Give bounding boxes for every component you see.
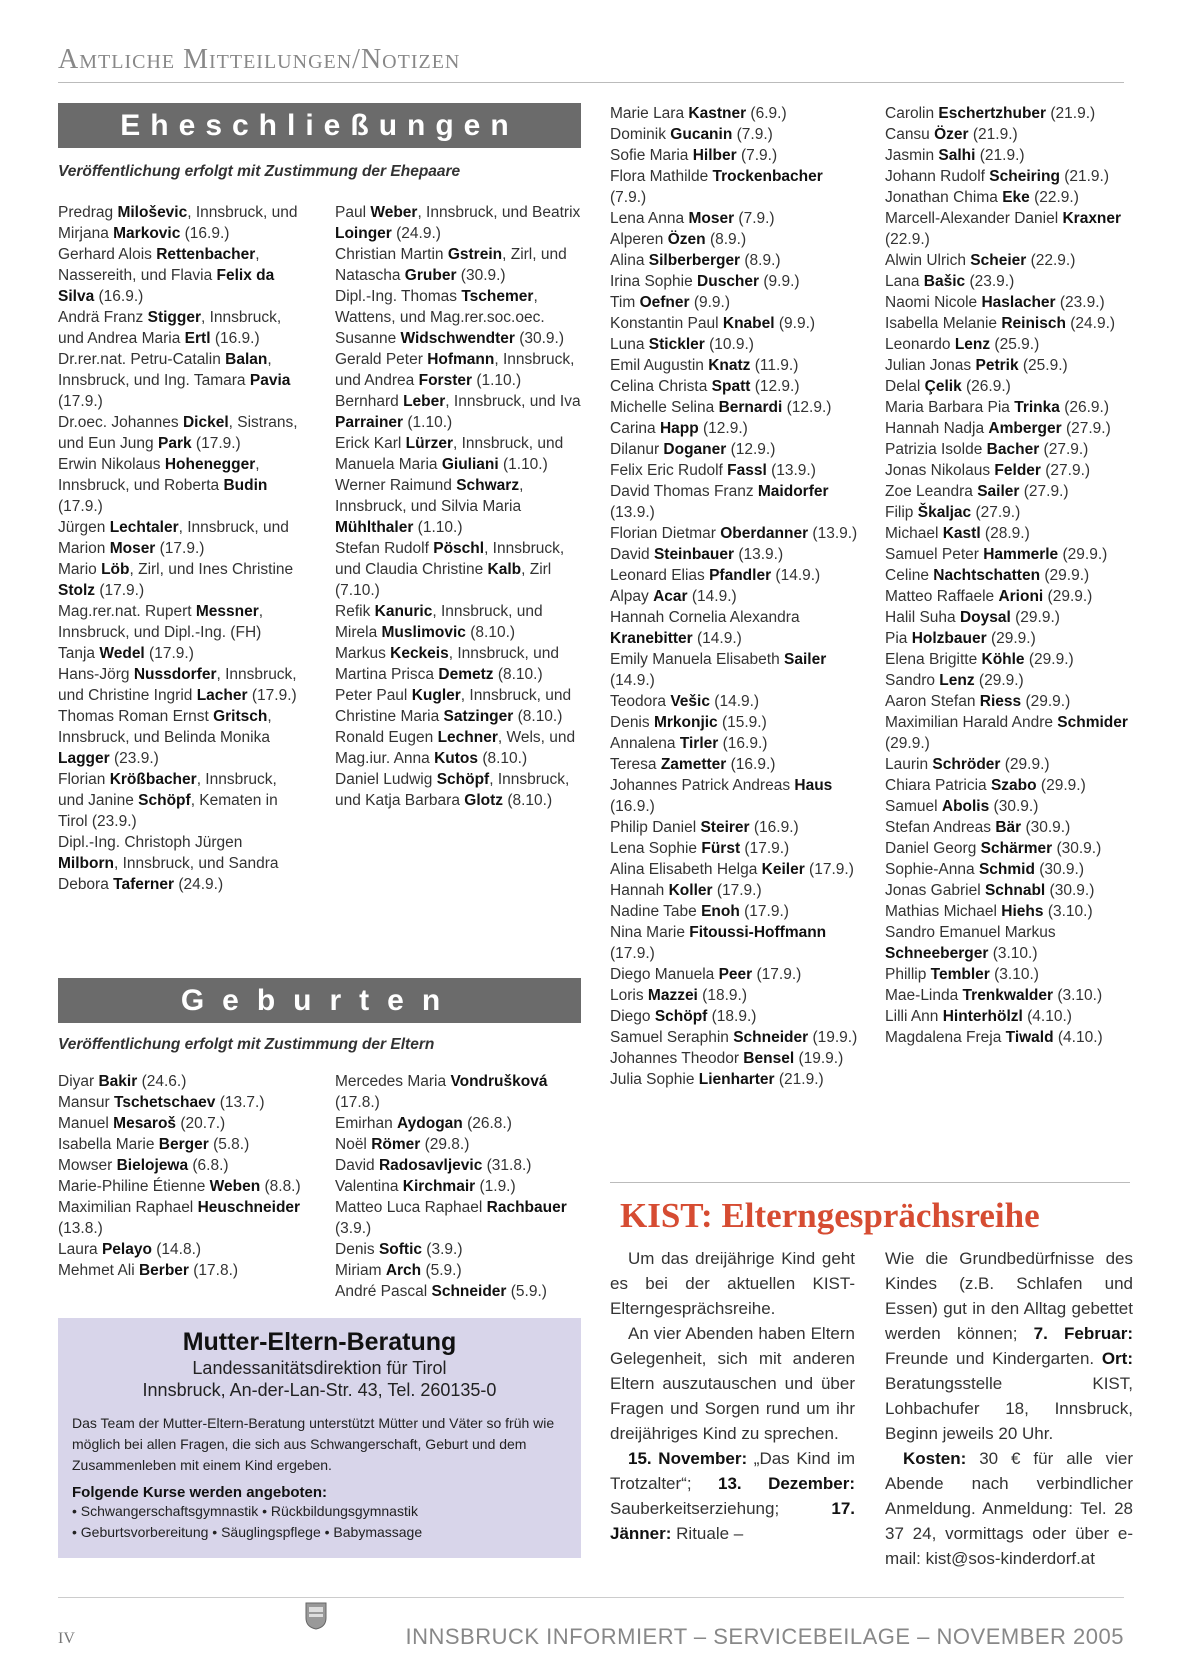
list-entry: Emil Augustin Knatz (11.9.) — [610, 357, 799, 374]
list-entry: Bernhard Leber, Innsbruck, und Iva Parrainer (1.10.) — [335, 393, 581, 431]
list-entry: Erick Karl Lürzer, Innsbruck, und Manuela Maria Giuliani (1.10.) — [335, 435, 564, 473]
list-entry: Samuel Seraphin Schneider (19.9.) — [610, 1029, 858, 1046]
list-entry: Maximilian Harald Andre Schmider (29.9.) — [885, 714, 1128, 752]
list-entry: Florian Dietmar Oberdanner (13.9.) — [610, 525, 858, 542]
list-entry: Elena Brigitte Köhle (29.9.) — [885, 651, 1074, 668]
list-entry: Flora Mathilde Trockenbacher (7.9.) — [610, 168, 823, 206]
list-entry: Alperen Özen (8.9.) — [610, 231, 747, 248]
list-entry: Isabella Melanie Reinisch (24.9.) — [885, 315, 1116, 332]
list-entry: Sandro Lenz (29.9.) — [885, 672, 1024, 689]
list-entry: Lena Anna Moser (7.9.) — [610, 210, 775, 227]
list-entry: Stefan Rudolf Pöschl, Innsbruck, und Claudia Christine Kalb, Zirl (7.10.) — [335, 540, 565, 599]
list-entry: Naomi Nicole Haslacher (23.9.) — [885, 294, 1105, 311]
counseling-body: Das Team der Mutter-Eltern-Beratung unterstützt Mütter und Väter so früh wie möglich bei allen Fragen, die sich aus Schwangerschaft, Geburt und dem Zusammenleben mit einem Kind ergeben. — [72, 1415, 555, 1473]
weddings-banner — [58, 103, 581, 148]
list-entry: Lilli Ann Hinterhölzl (4.10.) — [885, 1008, 1072, 1025]
list-entry: Mag.rer.nat. Rupert Messner, Innsbruck, und Dipl.-Ing. (FH) Tanja Wedel (17.9.) — [58, 603, 264, 662]
list-entry: Philip Daniel Steirer (16.9.) — [610, 819, 799, 836]
list-entry: Wie die Grundbedürfnisse des Kindes (z.B. Schlafen und Essen) gut in den Alltag gebettet werden können; 7. Februar: Freunde und Kindergarten. Ort: Beratungsstelle KIST, Lohbachufer 18, Innsbruck, Beginn jeweils 20 Uhr. — [885, 1249, 1134, 1443]
list-entry: Dr.oec. Johannes Dickel, Sistrans, und Eun Jung Park (17.9.) — [58, 414, 298, 452]
births-banner — [58, 978, 581, 1023]
list-entry: André Pascal Schneider (5.9.) — [335, 1283, 547, 1300]
list-entry: Sophie-Anna Schmid (30.9.) — [885, 861, 1085, 878]
counseling-box — [58, 1318, 581, 1558]
list-entry: Mansur Tschetschaev (13.7.) — [58, 1094, 265, 1111]
footer-divider — [58, 1597, 1124, 1598]
list-entry: Julia Sophie Lienharter (21.9.) — [610, 1071, 824, 1088]
list-entry: Dipl.-Ing. Thomas Tschemer, Wattens, und Mag.rer.soc.oec. Susanne Widschwendter (30.9.) — [335, 288, 565, 347]
list-entry: Lana Bašic (23.9.) — [885, 273, 1015, 290]
list-entry: Phillip Tembler (3.10.) — [885, 966, 1039, 983]
weddings-title: Eheschließungen — [120, 109, 519, 142]
list-entry: Annalena Tirler (16.9.) — [610, 735, 768, 752]
list-entry: Diyar Bakir (24.6.) — [58, 1073, 187, 1090]
page-number: IV — [58, 1630, 75, 1647]
list-entry: Denis Softic (3.9.) — [335, 1241, 463, 1258]
list-entry: Florian Krößbacher, Innsbruck, und Janine Schöpf, Kematen in Tirol (23.9.) — [58, 771, 278, 830]
list-entry: Julian Jonas Petrik (25.9.) — [885, 357, 1068, 374]
list-entry: Konstantin Paul Knabel (9.9.) — [610, 315, 816, 332]
list-entry: Mehmet Ali Berber (17.8.) — [58, 1262, 239, 1279]
list-entry: Jasmin Salhi (21.9.) — [885, 147, 1025, 164]
section-title: Amtliche Mitteilungen/Notizen — [58, 44, 461, 75]
list-entry: Johannes Theodor Bensel (19.9.) — [610, 1050, 844, 1067]
list-entry: Daniel Ludwig Schöpf, Innsbruck, und Katja Barbara Glotz (8.10.) — [335, 771, 570, 809]
list-entry: Sandro Emanuel Markus Schneeberger (3.10.) — [885, 924, 1056, 962]
list-entry: Hannah Koller (17.9.) — [610, 882, 762, 899]
list-entry: Matteo Raffaele Arioni (29.9.) — [885, 588, 1093, 605]
list-entry: Alwin Ulrich Scheier (22.9.) — [885, 252, 1076, 269]
births-col-1 — [58, 1071, 303, 1281]
list-entry: Maria Barbara Pia Trinka (26.9.) — [885, 399, 1110, 416]
births-title: Geburten — [180, 984, 459, 1017]
list-entry: Isabella Marie Berger (5.8.) — [58, 1136, 250, 1153]
list-entry: Michelle Selina Bernardi (12.9.) — [610, 399, 832, 416]
list-entry: Jonathan Chima Eke (22.9.) — [885, 189, 1079, 206]
births-subtitle: Veröffentlichung erfolgt mit Zustimmung der Eltern — [58, 1036, 435, 1053]
weddings-subtitle: Veröffentlichung erfolgt mit Zustimmung der Ehepaare — [58, 163, 461, 180]
list-entry: Leonardo Lenz (25.9.) — [885, 336, 1040, 353]
list-entry: Valentina Kirchmair (1.9.) — [335, 1178, 516, 1195]
list-entry: Loris Mazzei (18.9.) — [610, 987, 747, 1004]
list-entry: Mowser Bielojewa (6.8.) — [58, 1157, 229, 1174]
list-entry: Diego Schöpf (18.9.) — [610, 1008, 757, 1025]
list-entry: Refik Kanuric, Innsbruck, und Mirela Muslimovic (8.10.) — [335, 603, 543, 641]
births-col-2 — [335, 1071, 585, 1302]
list-entry: Markus Keckeis, Innsbruck, und Martina Prisca Demetz (8.10.) — [335, 645, 560, 683]
list-entry: Filip Škaljac (27.9.) — [885, 504, 1021, 521]
list-entry: Diego Manuela Peer (17.9.) — [610, 966, 802, 983]
list-entry: Miriam Arch (5.9.) — [335, 1262, 462, 1279]
list-entry: Carolin Eschertzhuber (21.9.) — [885, 105, 1096, 122]
list-entry: Gerald Peter Hofmann, Innsbruck, und Andrea Forster (1.10.) — [335, 351, 575, 389]
list-entry: Gerhard Alois Rettenbacher, Nassereith, und Flavia Felix da Silva (16.9.) — [58, 246, 275, 305]
page-header — [58, 44, 1124, 83]
list-entry: Noël Römer (29.8.) — [335, 1136, 470, 1153]
list-entry: Dr.rer.nat. Petru-Catalin Balan, Innsbruck, und Ing. Tamara Pavia (17.9.) — [58, 351, 291, 410]
list-entry: Marie Lara Kastner (6.9.) — [610, 105, 787, 122]
list-entry: Alina Silberberger (8.9.) — [610, 252, 781, 269]
counseling-org: Landessanitätsdirektion für Tirol — [192, 1358, 447, 1378]
list-entry: Erwin Nikolaus Hohenegger, Innsbruck, und Roberta Budin (17.9.) — [58, 456, 268, 515]
list-entry: Predrag Miloševic, Innsbruck, und Mirjana Markovic (16.9.) — [58, 204, 298, 242]
list-entry: Werner Raimund Schwarz, Innsbruck, und Silvia Maria Mühlthaler (1.10.) — [335, 477, 524, 536]
list-entry: Leonard Elias Pfandler (14.9.) — [610, 567, 821, 584]
list-entry: Lena Sophie Fürst (17.9.) — [610, 840, 790, 857]
list-entry: Christian Martin Gstrein, Zirl, und Natascha Gruber (30.9.) — [335, 246, 567, 284]
list-entry: Kosten: 30 € für alle vier Abende nach verbindlicher Anmeldung. Anmeldung: Tel. 28 37 24, vormittags oder über e-mail: kist@sos-kinderdorf.at — [885, 1449, 1133, 1568]
list-entry: Alina Elisabeth Helga Keiler (17.9.) — [610, 861, 854, 878]
list-entry: Tim Oefner (9.9.) — [610, 294, 731, 311]
list-entry: Patrizia Isolde Bacher (27.9.) — [885, 441, 1089, 458]
list-entry: Luna Stickler (10.9.) — [610, 336, 754, 353]
counseling-address: Innsbruck, An-der-Lan-Str. 43, Tel. 260135-0 — [142, 1380, 497, 1400]
list-entry: Maximilian Raphael Heuschneider (13.8.) — [58, 1199, 301, 1237]
list-entry: Johann Rudolf Scheiring (21.9.) — [885, 168, 1110, 185]
list-entry: Emirhan Aydogan (26.8.) — [335, 1115, 512, 1132]
list-entry: Teresa Zametter (16.9.) — [610, 756, 776, 773]
courses-title: Folgende Kurse werden angeboten: — [72, 1484, 328, 1501]
list-entry: Aaron Stefan Riess (29.9.) — [885, 693, 1071, 710]
list-entry: David Steinbauer (13.9.) — [610, 546, 784, 563]
list-entry: Matteo Luca Raphael Rachbauer (3.9.) — [335, 1199, 567, 1237]
list-entry: Mae-Linda Trenkwalder (3.10.) — [885, 987, 1103, 1004]
kist-divider — [610, 1182, 1130, 1183]
list-entry: Peter Paul Kugler, Innsbruck, und Christine Maria Satzinger (8.10.) — [335, 687, 572, 725]
kist-title: KIST: Elterngesprächsreihe — [620, 1196, 1040, 1235]
list-entry: Zoe Leandra Sailer (27.9.) — [885, 483, 1069, 500]
courses-line-2: • Geburtsvorbereitung • Säuglingspflege • Babymassage — [72, 1524, 423, 1540]
list-entry: Laura Pelayo (14.8.) — [58, 1241, 202, 1258]
list-entry: Marie-Philine Étienne Weben (8.8.) — [58, 1178, 301, 1195]
list-entry: Felix Eric Rudolf Fassl (13.9.) — [610, 462, 816, 479]
list-entry: Celine Nachtschatten (29.9.) — [885, 567, 1090, 584]
list-entry: Hannah Cornelia Alexandra Kranebitter (14.9.) — [610, 609, 800, 647]
list-entry: Denis Mrkonjic (15.9.) — [610, 714, 767, 731]
list-entry: Hans-Jörg Nussdorfer, Innsbruck, und Christine Ingrid Lacher (17.9.) — [58, 666, 297, 704]
kist-col-1 — [610, 1246, 855, 1546]
list-entry: Mercedes Maria Vondrušková (17.8.) — [335, 1073, 548, 1111]
list-entry: Jürgen Lechtaler, Innsbruck, und Marion Moser (17.9.) — [58, 519, 289, 557]
list-entry: Mario Löb, Zirl, und Ines Christine Stolz (17.9.) — [58, 561, 294, 599]
list-entry: David Radosavljevic (31.8.) — [335, 1157, 532, 1174]
list-entry: Magdalena Freja Tiwald (4.10.) — [885, 1029, 1103, 1046]
list-entry: Paul Weber, Innsbruck, und Beatrix Loinger (24.9.) — [335, 204, 581, 242]
kist-col-2 — [885, 1246, 1133, 1571]
list-entry: Mathias Michael Hiehs (3.10.) — [885, 903, 1093, 920]
list-entry: Jonas Nikolaus Felder (27.9.) — [885, 462, 1091, 479]
list-entry: Dominik Gucanin (7.9.) — [610, 126, 773, 143]
weddings-col-1 — [58, 202, 300, 895]
list-entry: Halil Suha Doysal (29.9.) — [885, 609, 1060, 626]
list-entry: Ronald Eugen Lechner, Wels, und Mag.iur. Anna Kutos (8.10.) — [335, 729, 576, 767]
list-entry: Dipl.-Ing. Christoph Jürgen Milborn, Innsbruck, und Sandra Debora Taferner (24.9.) — [58, 834, 279, 893]
list-entry: Chiara Patricia Szabo (29.9.) — [885, 777, 1086, 794]
list-entry: Pia Holzbauer (29.9.) — [885, 630, 1036, 647]
list-entry: Manuel Mesaroš (20.7.) — [58, 1115, 226, 1132]
list-entry: Dilanur Doganer (12.9.) — [610, 441, 776, 458]
list-entry: Um das dreijährige Kind geht es bei der aktuellen KIST-Elterngesprächsreihe. — [610, 1249, 855, 1318]
list-entry: Alpay Acar (14.9.) — [610, 588, 737, 605]
list-entry: Hannah Nadja Amberger (27.9.) — [885, 420, 1111, 437]
list-entry: Michael Kastl (28.9.) — [885, 525, 1030, 542]
innsbruck-crest-icon — [305, 1602, 327, 1630]
list-entry: Delal Çelik (26.9.) — [885, 378, 1011, 395]
list-entry: David Thomas Franz Maidorfer (13.9.) — [610, 483, 829, 521]
list-entry: Teodora Vešic (14.9.) — [610, 693, 760, 710]
list-entry: Jonas Gabriel Schnabl (30.9.) — [885, 882, 1095, 899]
list-entry: Samuel Abolis (30.9.) — [885, 798, 1039, 815]
list-entry: Thomas Roman Ernst Gritsch, Innsbruck, und Belinda Monika Lagger (23.9.) — [58, 708, 272, 767]
list-entry: Daniel Georg Schärmer (30.9.) — [885, 840, 1102, 857]
list-entry: Samuel Peter Hammerle (29.9.) — [885, 546, 1108, 563]
publication-footer: INNSBRUCK INFORMIERT – SERVICEBEILAGE – NOVEMBER 2005 — [405, 1624, 1124, 1649]
courses-line-1: • Schwangerschaftsgymnastik • Rückbildungsgymnastik — [72, 1503, 418, 1519]
list-entry: Nadine Tabe Enoh (17.9.) — [610, 903, 789, 920]
list-entry: An vier Abenden haben Eltern Gelegenheit, sich mit anderen Eltern auszutauschen und über Fragen und Sorgen rund um ihr dreijähriges Kind zu sprechen. — [610, 1324, 855, 1443]
list-entry: Celina Christa Spatt (12.9.) — [610, 378, 800, 395]
list-entry: Emily Manuela Elisabeth Sailer (14.9.) — [610, 651, 827, 689]
list-entry: 15. November: „Das Kind im Trotzalter“; 13. Dezember: Sauberkeitserziehung; 17. Jänner: Rituale – — [610, 1449, 855, 1543]
list-entry: Johannes Patrick Andreas Haus (16.9.) — [610, 777, 833, 815]
births-col-4 — [885, 103, 1135, 1048]
list-entry: Sofie Maria Hilber (7.9.) — [610, 147, 778, 164]
list-entry: Carina Happ (12.9.) — [610, 420, 748, 437]
list-entry: Andrä Franz Stigger, Innsbruck, und Andrea Maria Ertl (16.9.) — [58, 309, 282, 347]
list-entry: Marcell-Alexander Daniel Kraxner (22.9.) — [885, 210, 1122, 248]
list-entry: Irina Sophie Duscher (9.9.) — [610, 273, 800, 290]
counseling-title: Mutter-Eltern-Beratung — [182, 1328, 457, 1356]
births-col-3 — [610, 103, 860, 1090]
list-entry: Nina Marie Fitoussi-Hoffmann (17.9.) — [610, 924, 827, 962]
weddings-col-2 — [335, 202, 583, 811]
list-entry: Cansu Özer (21.9.) — [885, 126, 1018, 143]
list-entry: Laurin Schröder (29.9.) — [885, 756, 1050, 773]
list-entry: Stefan Andreas Bär (30.9.) — [885, 819, 1071, 836]
